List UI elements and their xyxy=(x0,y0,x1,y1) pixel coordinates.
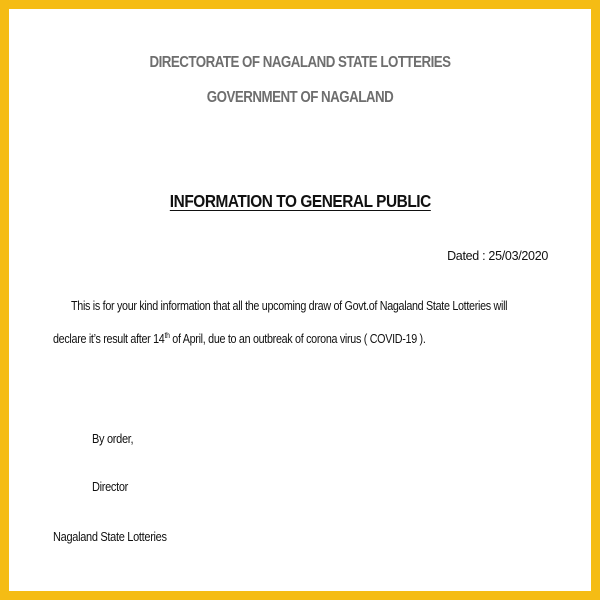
notice-date: Dated : 25/03/2020 xyxy=(447,249,548,263)
notice-title-text: INFORMATION TO GENERAL PUBLIC xyxy=(169,191,431,211)
signatory-designation: Director xyxy=(92,480,129,494)
notice-body-line-1: This is for your kind information that all the upcoming draw of Govt.of Nagaland State Lotteries will xyxy=(71,299,508,313)
by-order-text: By order, xyxy=(92,432,134,446)
directorate-heading: DIRECTORATE OF NAGALAND STATE LOTTERIES xyxy=(149,54,451,71)
signatory-office: Nagaland State Lotteries xyxy=(53,530,167,544)
body-line-2-end: of April, due to an outbreak of corona virus ( COVID-19 ). xyxy=(169,332,426,346)
notice-title xyxy=(9,191,591,212)
notice-page xyxy=(9,9,591,591)
notice-body-line-2 xyxy=(53,331,426,346)
government-heading: GOVERNMENT OF NAGALAND xyxy=(206,89,394,106)
ordinal-suffix: th xyxy=(164,331,170,340)
body-line-2-start: declare it’s result after 14 xyxy=(53,332,165,346)
